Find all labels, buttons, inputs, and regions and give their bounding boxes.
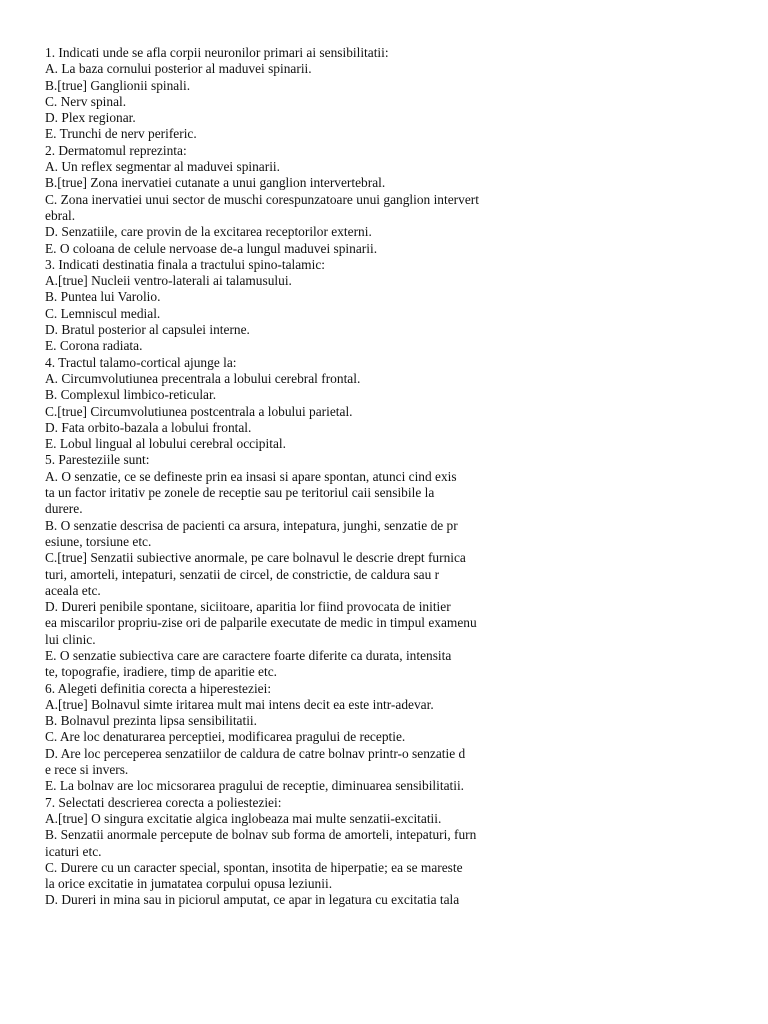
text-line: C. Durere cu un caracter special, spontan, insotita de hiperpatie; ea se mareste bbox=[45, 859, 463, 875]
text-line: E. Lobul lingual al lobului cerebral occipital. bbox=[45, 436, 286, 452]
text-line: 6. Alegeti definitia corecta a hiperesteziei: bbox=[45, 680, 272, 696]
text-line: B.[true] Ganglionii spinali. bbox=[45, 77, 191, 93]
text-line: B. Complexul limbico-reticular. bbox=[45, 387, 217, 403]
text-line: B. Senzatii anormale percepute de bolnav sub forma de amorteli, intepaturi, furn bbox=[45, 827, 477, 843]
text-line: C.[true] Senzatii subiective anormale, pe care bolnavul le descrie drept furnica bbox=[45, 550, 466, 566]
text-line: ea miscarilor propriu-zise ori de palparile executate de medic in timpul examenu bbox=[45, 615, 477, 631]
text-line: D. Dureri in mina sau in piciorul amputat, ce apar in legatura cu excitatia tala bbox=[45, 892, 460, 908]
text-line: E. O senzatie subiectiva care are caractere foarte diferite ca durata, intensita bbox=[45, 647, 452, 663]
text-line: e rece si invers. bbox=[45, 762, 129, 778]
text-line: A. La baza cornului posterior al maduvei spinarii. bbox=[45, 61, 312, 77]
text-line: C. Zona inervatiei unui sector de muschi corespunzatoare unui ganglion intervert bbox=[45, 191, 479, 207]
text-line: 1. Indicati unde se afla corpii neuronilor primari ai sensibilitatii: bbox=[45, 45, 389, 60]
text-line: D. Plex regionar. bbox=[45, 110, 136, 126]
text-line: la orice excitatie in jumatatea corpului opusa leziunii. bbox=[45, 876, 333, 892]
text-line: E. Trunchi de nerv periferic. bbox=[45, 126, 197, 142]
text-line: A.[true] O singura excitatie algica inglobeaza mai multe senzatii-excitatii. bbox=[45, 810, 442, 826]
text-line: lui clinic. bbox=[45, 631, 96, 647]
text-line: A. Un reflex segmentar al maduvei spinarii. bbox=[45, 159, 281, 175]
text-line: E. Corona radiata. bbox=[45, 338, 143, 354]
text-line: te, topografie, iradiere, timp de aparitie etc. bbox=[45, 664, 277, 680]
text-line: D. Dureri penibile spontane, siciitoare, aparitia lor fiind provocata de initier bbox=[45, 599, 451, 615]
text-line: turi, amorteli, intepaturi, senzatii de circel, de constrictie, de caldura sau r bbox=[45, 566, 440, 582]
text-line: B. Bolnavul prezinta lipsa sensibilitatii. bbox=[45, 713, 257, 729]
text-line: B.[true] Zona inervatiei cutanate a unui ganglion intervertebral. bbox=[45, 175, 386, 191]
text-line: B. O senzatie descrisa de pacienti ca arsura, intepatura, junghi, senzatie de pr bbox=[45, 517, 458, 533]
text-line: D. Senzatiile, care provin de la excitarea receptorilor externi. bbox=[45, 224, 372, 240]
text-line: 3. Indicati destinatia finala a tractului spino-talamic: bbox=[45, 256, 325, 272]
text-line: icaturi etc. bbox=[45, 843, 102, 859]
text-line: ebral. bbox=[45, 207, 76, 223]
text-line: D. Are loc perceperea senzatiilor de caldura de catre bolnav printr-o senzatie d bbox=[45, 745, 466, 761]
text-line: 5. Paresteziile sunt: bbox=[45, 452, 150, 468]
text-line: durere. bbox=[45, 501, 83, 517]
text-line: E. La bolnav are loc micsorarea pragului de receptie, diminuarea sensibilitatii. bbox=[45, 778, 465, 794]
text-line: 2. Dermatomul reprezinta: bbox=[45, 142, 187, 158]
text-line: A. Circumvolutiunea precentrala a lobului cerebral frontal. bbox=[45, 370, 361, 386]
text-line: esiune, torsiune etc. bbox=[45, 533, 152, 549]
text-line: A.[true] Bolnavul simte iritarea mult mai intens decit ea este intr-adevar. bbox=[45, 696, 434, 712]
text-line: E. O coloana de celule nervoase de-a lungul maduvei spinarii. bbox=[45, 240, 378, 256]
text-line: C. Nerv spinal. bbox=[45, 93, 127, 109]
text-line: A. O senzatie, ce se defineste prin ea insasi si apare spontan, atunci cind exis bbox=[45, 468, 457, 484]
text-line: 7. Selectati descrierea corecta a poliesteziei: bbox=[45, 794, 282, 810]
text-line: C. Are loc denaturarea perceptiei, modificarea pragului de receptie. bbox=[45, 729, 406, 745]
text-line: aceala etc. bbox=[45, 582, 101, 598]
text-line: A.[true] Nucleii ventro-laterali ai talamusului. bbox=[45, 273, 292, 289]
text-line: 4. Tractul talamo-cortical ajunge la: bbox=[45, 354, 237, 370]
text-line: C. Lemniscul medial. bbox=[45, 305, 161, 321]
text-line: ta un factor iritativ pe zonele de receptie sau pe teritoriul caii sensibile la bbox=[45, 485, 435, 501]
text-line: D. Fata orbito-bazala a lobului frontal. bbox=[45, 419, 252, 435]
text-line: C.[true] Circumvolutiunea postcentrala a lobului parietal. bbox=[45, 403, 353, 419]
text-line: D. Bratul posterior al capsulei interne. bbox=[45, 322, 250, 338]
text-line: B. Puntea lui Varolio. bbox=[45, 289, 161, 305]
